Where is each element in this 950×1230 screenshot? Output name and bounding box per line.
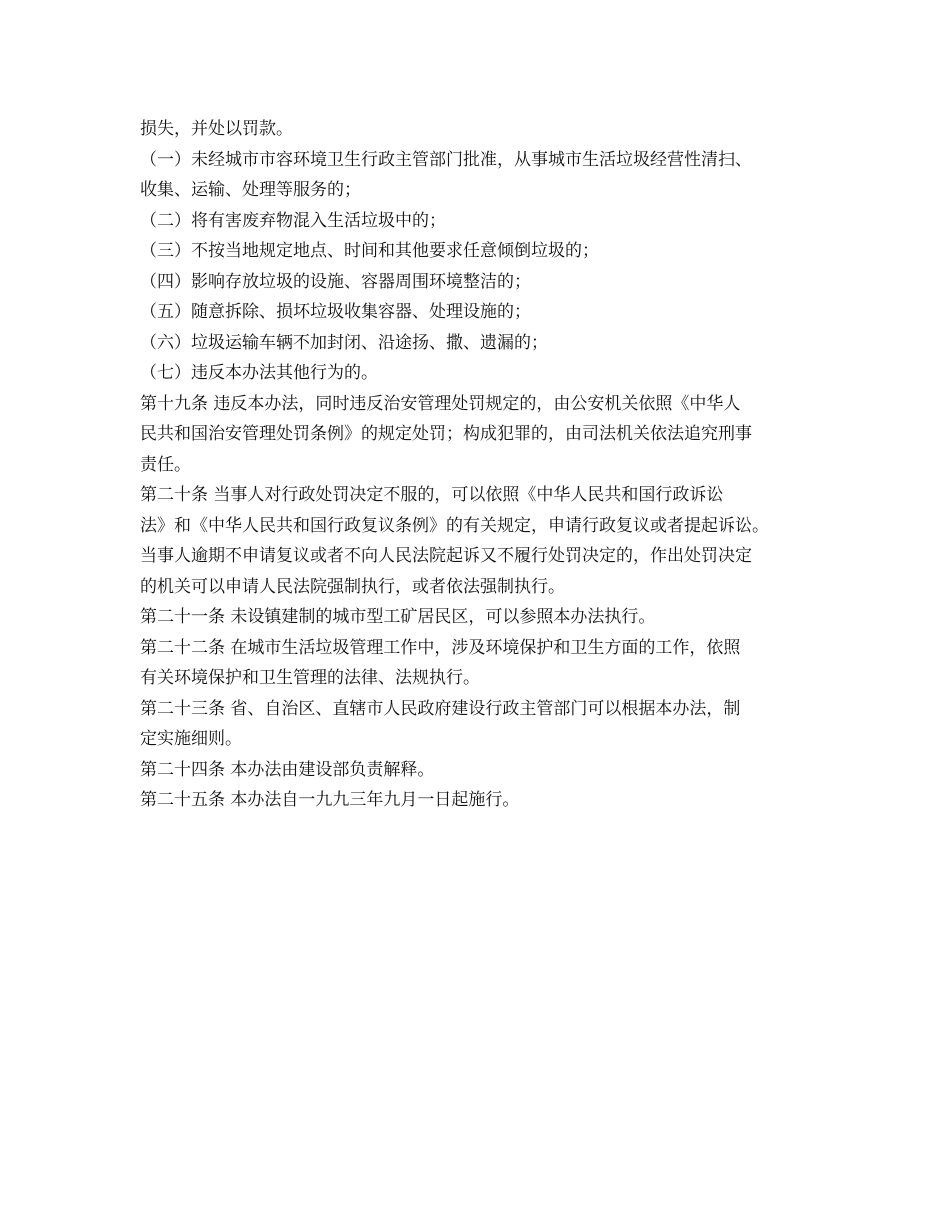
text-line: （四）影响存放垃圾的设施、容器周围环境整洁的； xyxy=(140,271,531,292)
text-line: 责任。 xyxy=(140,454,191,475)
text-line: 第二十一条 未设镇建制的城市型工矿居民区，可以参照本办法执行。 xyxy=(140,607,656,627)
text-line: 第二十三条 省、自治区、直辖市人民政府建设行政主管部门可以根据本办法，制 xyxy=(140,698,741,719)
text-line: 第二十二条 在城市生活垃圾管理工作中，涉及环境保护和卫生方面的工作，依照 xyxy=(140,637,741,658)
text-line: （一）未经城市市容环境卫生行政主管部门批准，从事城市生活垃圾经营性清扫、 xyxy=(140,149,752,170)
text-line: 收集、运输、处理等服务的； xyxy=(140,180,361,200)
text-line: 第十九条 违反本办法，同时违反治安管理处罚规定的，由公安机关依照《中华人 xyxy=(140,393,741,414)
text-line: （六）垃圾运输车辆不加封闭、沿途扬、撒、遗漏的； xyxy=(140,332,548,353)
text-line: 当事人逾期不申请复议或者不向人民法院起诉又不履行处罚决定的，作出处罚决定 xyxy=(140,546,752,566)
text-line: （三）不按当地规定地点、时间和其他要求任意倾倒垃圾的； xyxy=(140,241,599,261)
text-line: 损失，并处以罚款。 xyxy=(140,119,293,139)
text-line: 第二十四条 本办法由建设部负责解释。 xyxy=(140,759,435,780)
text-line: （五）随意拆除、损坏垃圾收集容器、处理设施的； xyxy=(140,302,531,322)
text-line: 的机关可以申请人民法院强制执行，或者依法强制执行。 xyxy=(140,576,565,597)
text-line: 法》和《中华人民共和国行政复议条例》的有关规定，申请行政复议或者提起诉讼。 xyxy=(140,515,769,536)
text-line: （七）违反本办法其他行为的。 xyxy=(140,363,378,383)
text-line: 民共和国治安管理处罚条例》的规定处罚；构成犯罪的，由司法机关依法追究刑事 xyxy=(140,424,752,444)
text-line: 定实施细则。 xyxy=(140,729,242,749)
text-line: （二）将有害废弃物混入生活垃圾中的； xyxy=(140,210,446,231)
document-body xyxy=(140,114,820,816)
text-line: 第二十五条 本办法自一九九三年九月一日起施行。 xyxy=(140,790,520,810)
text-line: 有关环境保护和卫生管理的法律、法规执行。 xyxy=(140,668,480,688)
text-line: 第二十条 当事人对行政处罚决定不服的，可以依照《中华人民共和国行政诉讼 xyxy=(140,485,724,505)
